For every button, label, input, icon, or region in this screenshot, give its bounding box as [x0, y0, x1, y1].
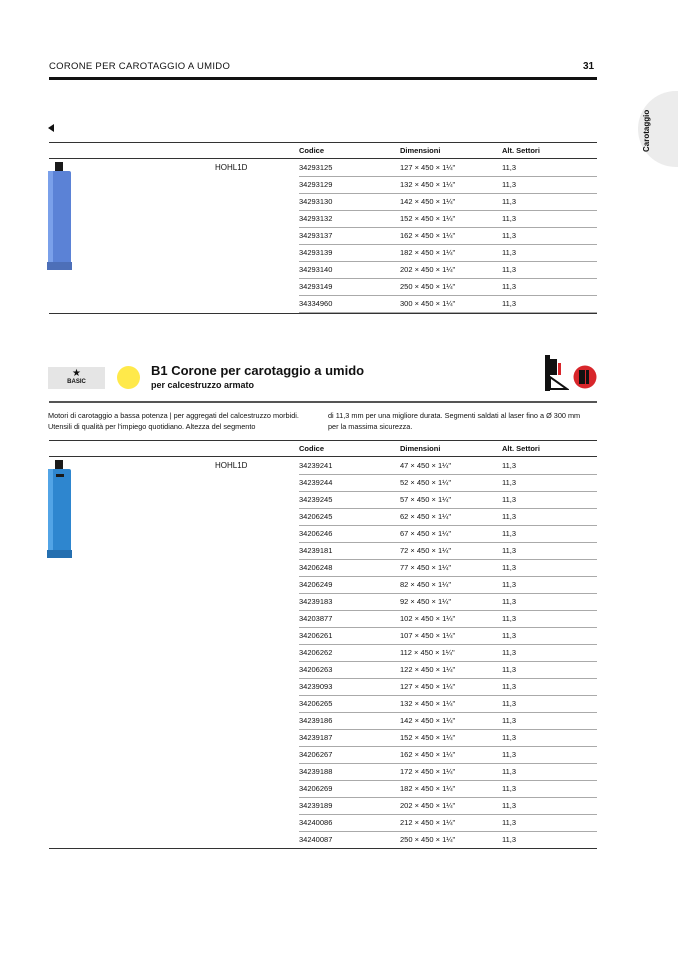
dimensions-cell: 132 × 450 × 1¼"	[400, 699, 456, 708]
code-cell: 34206263	[299, 665, 333, 674]
table-header	[49, 142, 597, 159]
segment-height-cell: 11,3	[502, 682, 517, 691]
code-cell: 34239189	[299, 801, 333, 810]
segment-height-cell: 11,3	[502, 214, 517, 223]
col-segments-header: Alt. Settori	[502, 444, 540, 453]
table-bottom-rule	[49, 313, 597, 314]
dimensions-cell: 300 × 450 × 1¼"	[400, 299, 456, 308]
code-cell: 34334960	[299, 299, 333, 308]
code-cell: 34293140	[299, 265, 333, 274]
dimensions-cell: 202 × 450 × 1¼"	[400, 265, 456, 274]
code-cell: 34239241	[299, 461, 333, 470]
dimensions-cell: 132 × 450 × 1¼"	[400, 180, 456, 189]
badge-label: BASIC	[67, 379, 86, 385]
code-cell: 34239244	[299, 478, 333, 487]
dimensions-cell: 142 × 450 × 1¼"	[400, 197, 456, 206]
table-row	[299, 159, 597, 177]
code-cell: 34240086	[299, 818, 333, 827]
dimensions-cell: 250 × 450 × 1¼"	[400, 835, 456, 844]
col-segments-header: Alt. Settori	[502, 146, 540, 155]
code-cell: 34239183	[299, 597, 333, 606]
dimensions-cell: 72 × 450 × 1¼"	[400, 546, 452, 555]
segment-height-cell: 11,3	[502, 299, 517, 308]
table-header	[49, 440, 597, 457]
code-cell: 34239188	[299, 767, 333, 776]
section-title: B1 Corone per carotaggio a umido	[151, 363, 365, 378]
table-row	[299, 831, 597, 849]
table-row	[299, 678, 597, 696]
table-row	[299, 780, 597, 798]
segment-height-cell: 11,3	[502, 614, 517, 623]
table-row	[299, 576, 597, 594]
dimensions-cell: 152 × 450 × 1¼"	[400, 733, 456, 742]
code-cell: 34239245	[299, 495, 333, 504]
table-row	[299, 176, 597, 194]
table-row	[299, 491, 597, 509]
segment-height-cell: 11,3	[502, 750, 517, 759]
code-cell: 34240087	[299, 835, 333, 844]
code-cell: 34206265	[299, 699, 333, 708]
core-drill-bit-image	[47, 460, 73, 560]
segment-height-cell: 11,3	[502, 282, 517, 291]
table-row	[299, 695, 597, 713]
core-drill-rig-icon	[541, 355, 569, 391]
segment-height-cell: 11,3	[502, 733, 517, 742]
code-cell: 34206249	[299, 580, 333, 589]
code-cell: 34293137	[299, 231, 333, 240]
table-row	[299, 542, 597, 560]
segment-height-cell: 11,3	[502, 248, 517, 257]
dimensions-cell: 212 × 450 × 1¼"	[400, 818, 456, 827]
table-row	[299, 295, 597, 313]
segment-height-cell: 11,3	[502, 512, 517, 521]
dimensions-cell: 107 × 450 × 1¼"	[400, 631, 456, 640]
dimensions-cell: 182 × 450 × 1¼"	[400, 784, 456, 793]
model-label: HOHL1D	[215, 461, 248, 470]
col-dimensions-header: Dimensioni	[400, 444, 441, 453]
star-icon: ★	[72, 368, 81, 379]
dimensions-cell: 62 × 450 × 1¼"	[400, 512, 452, 521]
dimensions-cell: 102 × 450 × 1¼"	[400, 614, 456, 623]
segment-height-cell: 11,3	[502, 231, 517, 240]
segment-height-cell: 11,3	[502, 265, 517, 274]
table-row	[299, 474, 597, 492]
code-cell: 34239093	[299, 682, 333, 691]
segment-height-cell: 11,3	[502, 835, 517, 844]
dimensions-cell: 127 × 450 × 1¼"	[400, 682, 456, 691]
dimensions-cell: 67 × 450 × 1¼"	[400, 529, 452, 538]
dimensions-cell: 162 × 450 × 1¼"	[400, 750, 456, 759]
table-row	[299, 763, 597, 781]
section-subtitle: per calcestruzzo armato	[151, 380, 255, 390]
table-row	[299, 797, 597, 815]
table-row	[299, 193, 597, 211]
dimensions-cell: 122 × 450 × 1¼"	[400, 665, 456, 674]
segment-height-cell: 11,3	[502, 665, 517, 674]
table-row	[299, 559, 597, 577]
table-row	[299, 261, 597, 279]
dimensions-cell: 250 × 450 × 1¼"	[400, 282, 456, 291]
segment-height-cell: 11,3	[502, 716, 517, 725]
table-row	[299, 610, 597, 628]
code-cell: 34239181	[299, 546, 333, 555]
section-rule	[49, 401, 597, 403]
table-row	[299, 627, 597, 645]
code-cell: 34206262	[299, 648, 333, 657]
segment-height-cell: 11,3	[502, 563, 517, 572]
segment-height-cell: 11,3	[502, 801, 517, 810]
code-cell: 34293139	[299, 248, 333, 257]
table-row	[299, 525, 597, 543]
code-cell: 34293149	[299, 282, 333, 291]
code-cell: 34293130	[299, 197, 333, 206]
segment-height-cell: 11,3	[502, 580, 517, 589]
table-row	[299, 210, 597, 228]
header-rule	[49, 77, 597, 80]
table-row	[299, 661, 597, 679]
dimensions-cell: 92 × 450 × 1¼"	[400, 597, 452, 606]
code-cell: 34293132	[299, 214, 333, 223]
core-drill-bit-image	[47, 162, 73, 272]
table-row	[299, 508, 597, 526]
dimensions-cell: 112 × 450 × 1¼"	[400, 648, 455, 657]
dimensions-cell: 162 × 450 × 1¼"	[400, 231, 456, 240]
side-tab-label: Carotaggio	[642, 109, 651, 152]
dimensions-cell: 77 × 450 × 1¼"	[400, 563, 452, 572]
segment-height-cell: 11,3	[502, 495, 517, 504]
segment-height-cell: 11,3	[502, 784, 517, 793]
code-cell: 34239187	[299, 733, 333, 742]
dimensions-cell: 127 × 450 × 1¼"	[400, 163, 456, 172]
code-cell: 34239186	[299, 716, 333, 725]
dimensions-cell: 47 × 450 × 1¼"	[400, 461, 452, 470]
code-cell: 34293129	[299, 180, 333, 189]
table-row	[299, 278, 597, 296]
code-cell: 34206246	[299, 529, 333, 538]
dimensions-cell: 152 × 450 × 1¼"	[400, 214, 456, 223]
page-number: 31	[583, 61, 595, 72]
code-cell: 34206248	[299, 563, 333, 572]
dimensions-cell: 202 × 450 × 1¼"	[400, 801, 456, 810]
segment-height-cell: 11,3	[502, 546, 517, 555]
segment-height-cell: 11,3	[502, 180, 517, 189]
code-cell: 34206245	[299, 512, 333, 521]
description-right: di 11,3 mm per una migliore durata. Segmenti saldati al laser fino a Ø 300 mm per la massima sicurezza.	[328, 411, 581, 431]
col-code-header: Codice	[299, 444, 325, 453]
dimensions-cell: 52 × 450 × 1¼"	[400, 478, 452, 487]
code-cell: 34206267	[299, 750, 333, 759]
code-cell: 34206261	[299, 631, 333, 640]
model-label: HOHL1D	[215, 163, 248, 172]
segment-height-cell: 11,3	[502, 631, 517, 640]
segment-height-cell: 11,3	[502, 163, 517, 172]
code-cell: 34293125	[299, 163, 333, 172]
yellow-category-dot	[117, 366, 140, 389]
segment-height-cell: 11,3	[502, 461, 517, 470]
table-row	[299, 244, 597, 262]
segment-height-cell: 11,3	[502, 478, 517, 487]
basic-badge	[48, 367, 105, 389]
segment-height-cell: 11,3	[502, 818, 517, 827]
table-row	[299, 729, 597, 747]
col-code-header: Codice	[299, 146, 325, 155]
table-row	[299, 644, 597, 662]
code-cell: 34203877	[299, 614, 333, 623]
back-arrow-icon[interactable]	[48, 124, 54, 132]
segment-height-cell: 11,3	[502, 648, 517, 657]
segment-height-cell: 11,3	[502, 767, 517, 776]
dimensions-cell: 142 × 450 × 1¼"	[400, 716, 456, 725]
table-row	[299, 712, 597, 730]
segment-height-cell: 11,3	[502, 197, 517, 206]
table-row	[299, 814, 597, 832]
description-left: Motori di carotaggio a bassa potenza | per aggregati del calcestruzzo morbidi. Utensili di qualità per l'impiego quotidiano. Altezza del segmento	[48, 411, 299, 431]
table-row	[299, 593, 597, 611]
table-bottom-rule	[49, 848, 597, 849]
dimensions-cell: 182 × 450 × 1¼"	[400, 248, 456, 257]
dimensions-cell: 82 × 450 × 1¼"	[400, 580, 452, 589]
red-circle-icon	[573, 365, 597, 389]
dimensions-cell: 57 × 450 × 1¼"	[400, 495, 452, 504]
code-cell: 34206269	[299, 784, 333, 793]
table-row	[299, 457, 597, 475]
segment-height-cell: 11,3	[502, 597, 517, 606]
segment-height-cell: 11,3	[502, 529, 517, 538]
segment-height-cell: 11,3	[502, 699, 517, 708]
table-row	[299, 746, 597, 764]
section-header-title: CORONE PER CAROTAGGIO A UMIDO	[49, 61, 231, 72]
table-row	[299, 227, 597, 245]
dimensions-cell: 172 × 450 × 1¼"	[400, 767, 456, 776]
col-dimensions-header: Dimensioni	[400, 146, 441, 155]
